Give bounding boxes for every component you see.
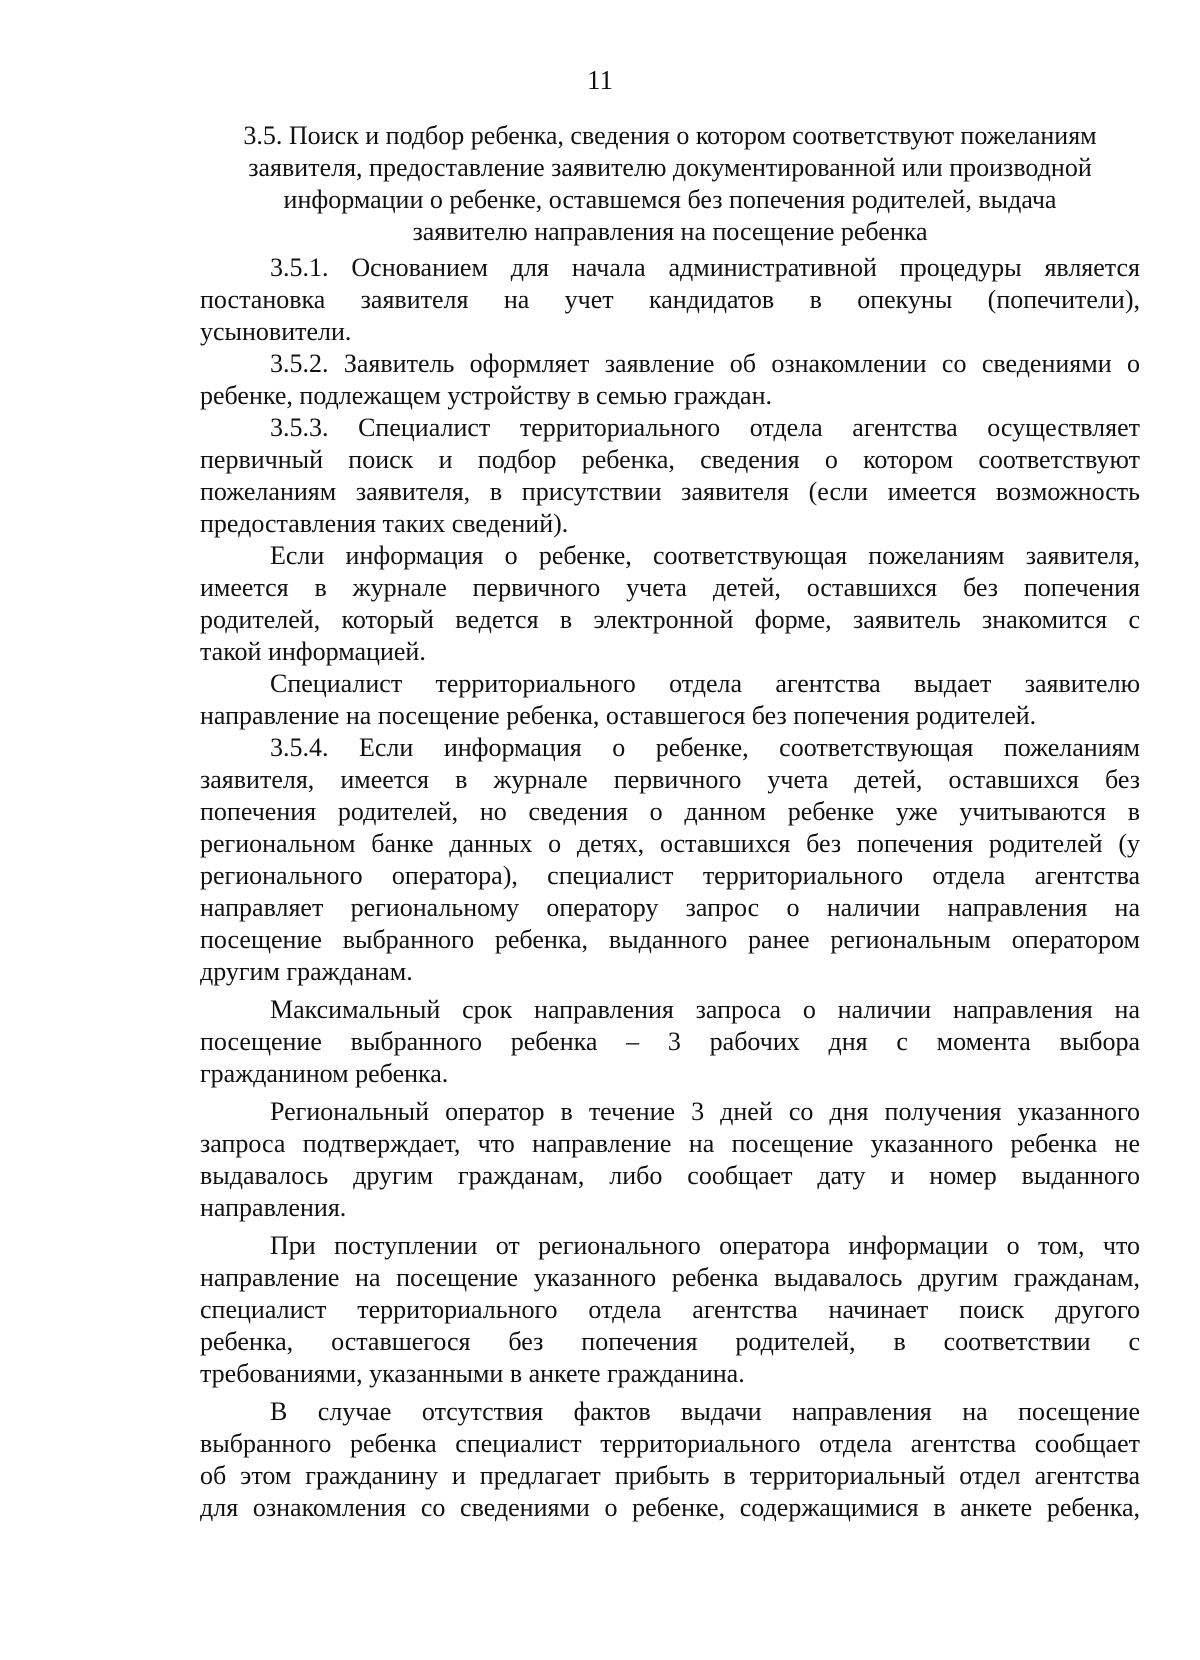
- heading-line: информации о ребенке, оставшемся без попечения родителей, выдача: [283, 185, 1057, 214]
- paragraph: [200, 412, 1140, 540]
- paragraph-line: посещение выбранного ребенка – 3 рабочих дня с момента выбора: [200, 1027, 1140, 1056]
- paragraph-line: гражданином ребенка.: [200, 1059, 449, 1088]
- paragraph-line: попечения родителей, но сведения о данном ребенке уже учитываются в: [200, 797, 1140, 826]
- paragraph-line: ребенке, подлежащем устройству в семью граждан.: [200, 381, 773, 410]
- paragraph-line: такой информацией.: [200, 637, 426, 666]
- paragraph-line: запроса подтверждает, что направление на посещение указанного ребенка не: [200, 1129, 1140, 1158]
- paragraph-line: об этом гражданину и предлагает прибыть в территориальный отдел агентства: [200, 1461, 1140, 1490]
- paragraph-line: Специалист территориального отдела агентства выдает заявителю: [270, 669, 1140, 698]
- paragraph-line: родителей, который ведется в электронной форме, заявитель знакомится с: [200, 605, 1140, 634]
- paragraph-line: выбранного ребенка специалист территориального отдела агентства сообщает: [200, 1429, 1140, 1458]
- paragraph-line: усыновители.: [200, 317, 352, 346]
- paragraph-line: Максимальный срок направления запроса о наличии направления на: [270, 995, 1140, 1024]
- paragraph: [200, 540, 1140, 668]
- paragraph-line: 3.5.3. Специалист территориального отдела агентства осуществляет: [270, 413, 1140, 442]
- paragraph-line: пожеланиям заявителя, в присутствии заявителя (если имеется возможность: [200, 477, 1140, 506]
- paragraph-line: заявителя, имеется в журнале первичного учета детей, оставшихся без: [200, 765, 1140, 794]
- paragraph-line: для ознакомления со сведениями о ребенке, содержащимися в анкете ребенка,: [200, 1493, 1140, 1522]
- paragraph-line: регионального оператора), специалист территориального отдела агентства: [200, 861, 1140, 890]
- paragraph: [200, 994, 1140, 1090]
- paragraph-line: направление на посещение указанного ребенка выдавалось другим гражданам,: [200, 1263, 1140, 1292]
- heading-line: заявителю направления на посещение ребенка: [412, 217, 928, 246]
- paragraph-line: региональном банке данных о детях, оставшихся без попечения родителей (у: [200, 829, 1140, 858]
- paragraph-line: 3.5.1. Основанием для начала административной процедуры является: [270, 253, 1140, 282]
- paragraph-line: направления.: [200, 1193, 347, 1222]
- section-heading: [200, 120, 1140, 248]
- paragraph: [200, 252, 1140, 348]
- paragraph: [200, 1230, 1140, 1390]
- paragraph-line: Если информация о ребенке, соответствующая пожеланиям заявителя,: [270, 541, 1140, 570]
- page-number: 11: [587, 65, 613, 95]
- paragraph: [200, 1396, 1140, 1524]
- paragraph-line: специалист территориального отдела агентства начинает поиск другого: [200, 1295, 1140, 1324]
- paragraph: [200, 348, 1140, 412]
- paragraph: [200, 1096, 1140, 1224]
- paragraph-line: посещение выбранного ребенка, выданного ранее региональным оператором: [200, 925, 1140, 954]
- paragraph-line: выдавалось другим гражданам, либо сообщает дату и номер выданного: [200, 1161, 1140, 1190]
- paragraph-line: направление на посещение ребенка, оставшегося без попечения родителей.: [200, 701, 1037, 730]
- paragraph-line: предоставления таких сведений).: [200, 509, 569, 538]
- paragraph-line: 3.5.2. Заявитель оформляет заявление об ознакомлении со сведениями о: [270, 349, 1140, 378]
- paragraph-line: первичный поиск и подбор ребенка, сведения о котором соответствуют: [200, 445, 1140, 474]
- paragraph-line: требованиями, указанными в анкете гражданина.: [200, 1359, 745, 1388]
- paragraph-line: При поступлении от регионального оператора информации о том, что: [270, 1231, 1140, 1260]
- paragraph-line: направляет региональному оператору запрос о наличии направления на: [200, 893, 1140, 922]
- body-text: [200, 252, 1140, 1524]
- heading-line: 3.5. Поиск и подбор ребенка, сведения о котором соответствуют пожеланиям: [243, 121, 1097, 150]
- heading-line: заявителя, предоставление заявителю документированной или производной: [248, 153, 1092, 182]
- paragraph-line: другим гражданам.: [200, 957, 413, 986]
- paragraph: [200, 668, 1140, 732]
- paragraph-line: постановка заявителя на учет кандидатов в опекуны (попечители),: [200, 285, 1140, 314]
- paragraph-line: ребенка, оставшегося без попечения родителей, в соответствии с: [200, 1327, 1140, 1356]
- paragraph: [200, 732, 1140, 988]
- paragraph-line: 3.5.4. Если информация о ребенке, соответствующая пожеланиям: [270, 733, 1140, 762]
- paragraph-line: Региональный оператор в течение 3 дней со дня получения указанного: [270, 1097, 1140, 1126]
- paragraph-line: В случае отсутствия фактов выдачи направления на посещение: [270, 1397, 1140, 1426]
- paragraph-line: имеется в журнале первичного учета детей, оставшихся без попечения: [200, 573, 1140, 602]
